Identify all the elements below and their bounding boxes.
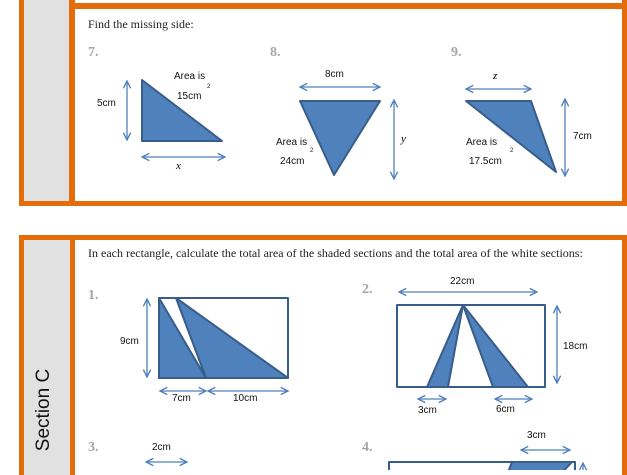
section-title: Section C [33, 368, 54, 452]
q8-base: 8cm [325, 69, 344, 80]
q8-area-line2: 24cm [280, 156, 305, 167]
q8-number: 8. [270, 45, 281, 60]
q9-area-line1: Area is [466, 137, 498, 148]
q7-height: 5cm [97, 98, 116, 109]
q8-area-sup: 2 [310, 148, 314, 154]
c1-seg1: 7cm [172, 393, 191, 404]
q9-base: z [493, 70, 498, 82]
q8-area-line1: Area is [276, 137, 308, 148]
shaded-c4 [505, 462, 572, 470]
section-b-instruction: Find the missing side: [88, 17, 194, 31]
triangle-q8 [300, 101, 380, 175]
c2-seg2: 6cm [496, 404, 515, 415]
q9-number: 9. [451, 45, 462, 60]
c2-height: 18cm [563, 341, 588, 352]
c2-seg1: 3cm [418, 405, 437, 416]
q7-area-line1: Area is [174, 71, 206, 82]
c3-number: 3. [88, 440, 99, 455]
q8-height: y [401, 133, 406, 145]
q7-number: 7. [88, 45, 99, 60]
q7-base: x [176, 160, 181, 172]
c2-number: 2. [362, 282, 373, 297]
c3-seg: 2cm [152, 442, 171, 453]
c4-number: 4. [362, 440, 373, 455]
section-c-instruction: In each rectangle, calculate the total area of the shaded sections and the total area of the white sections: [88, 246, 583, 260]
c1-seg2: 10cm [233, 393, 258, 404]
q7-area-sup: 2 [207, 84, 211, 90]
c1-height: 9cm [120, 336, 139, 347]
q9-area-sup: 2 [510, 148, 514, 154]
c1-number: 1. [88, 288, 99, 303]
q9-height: 7cm [573, 131, 592, 142]
q9-area-line2: 17.5cm [469, 156, 502, 167]
c4-seg: 3cm [527, 430, 546, 441]
c2-width: 22cm [450, 276, 475, 287]
q7-area-line2: 15cm [177, 91, 202, 102]
